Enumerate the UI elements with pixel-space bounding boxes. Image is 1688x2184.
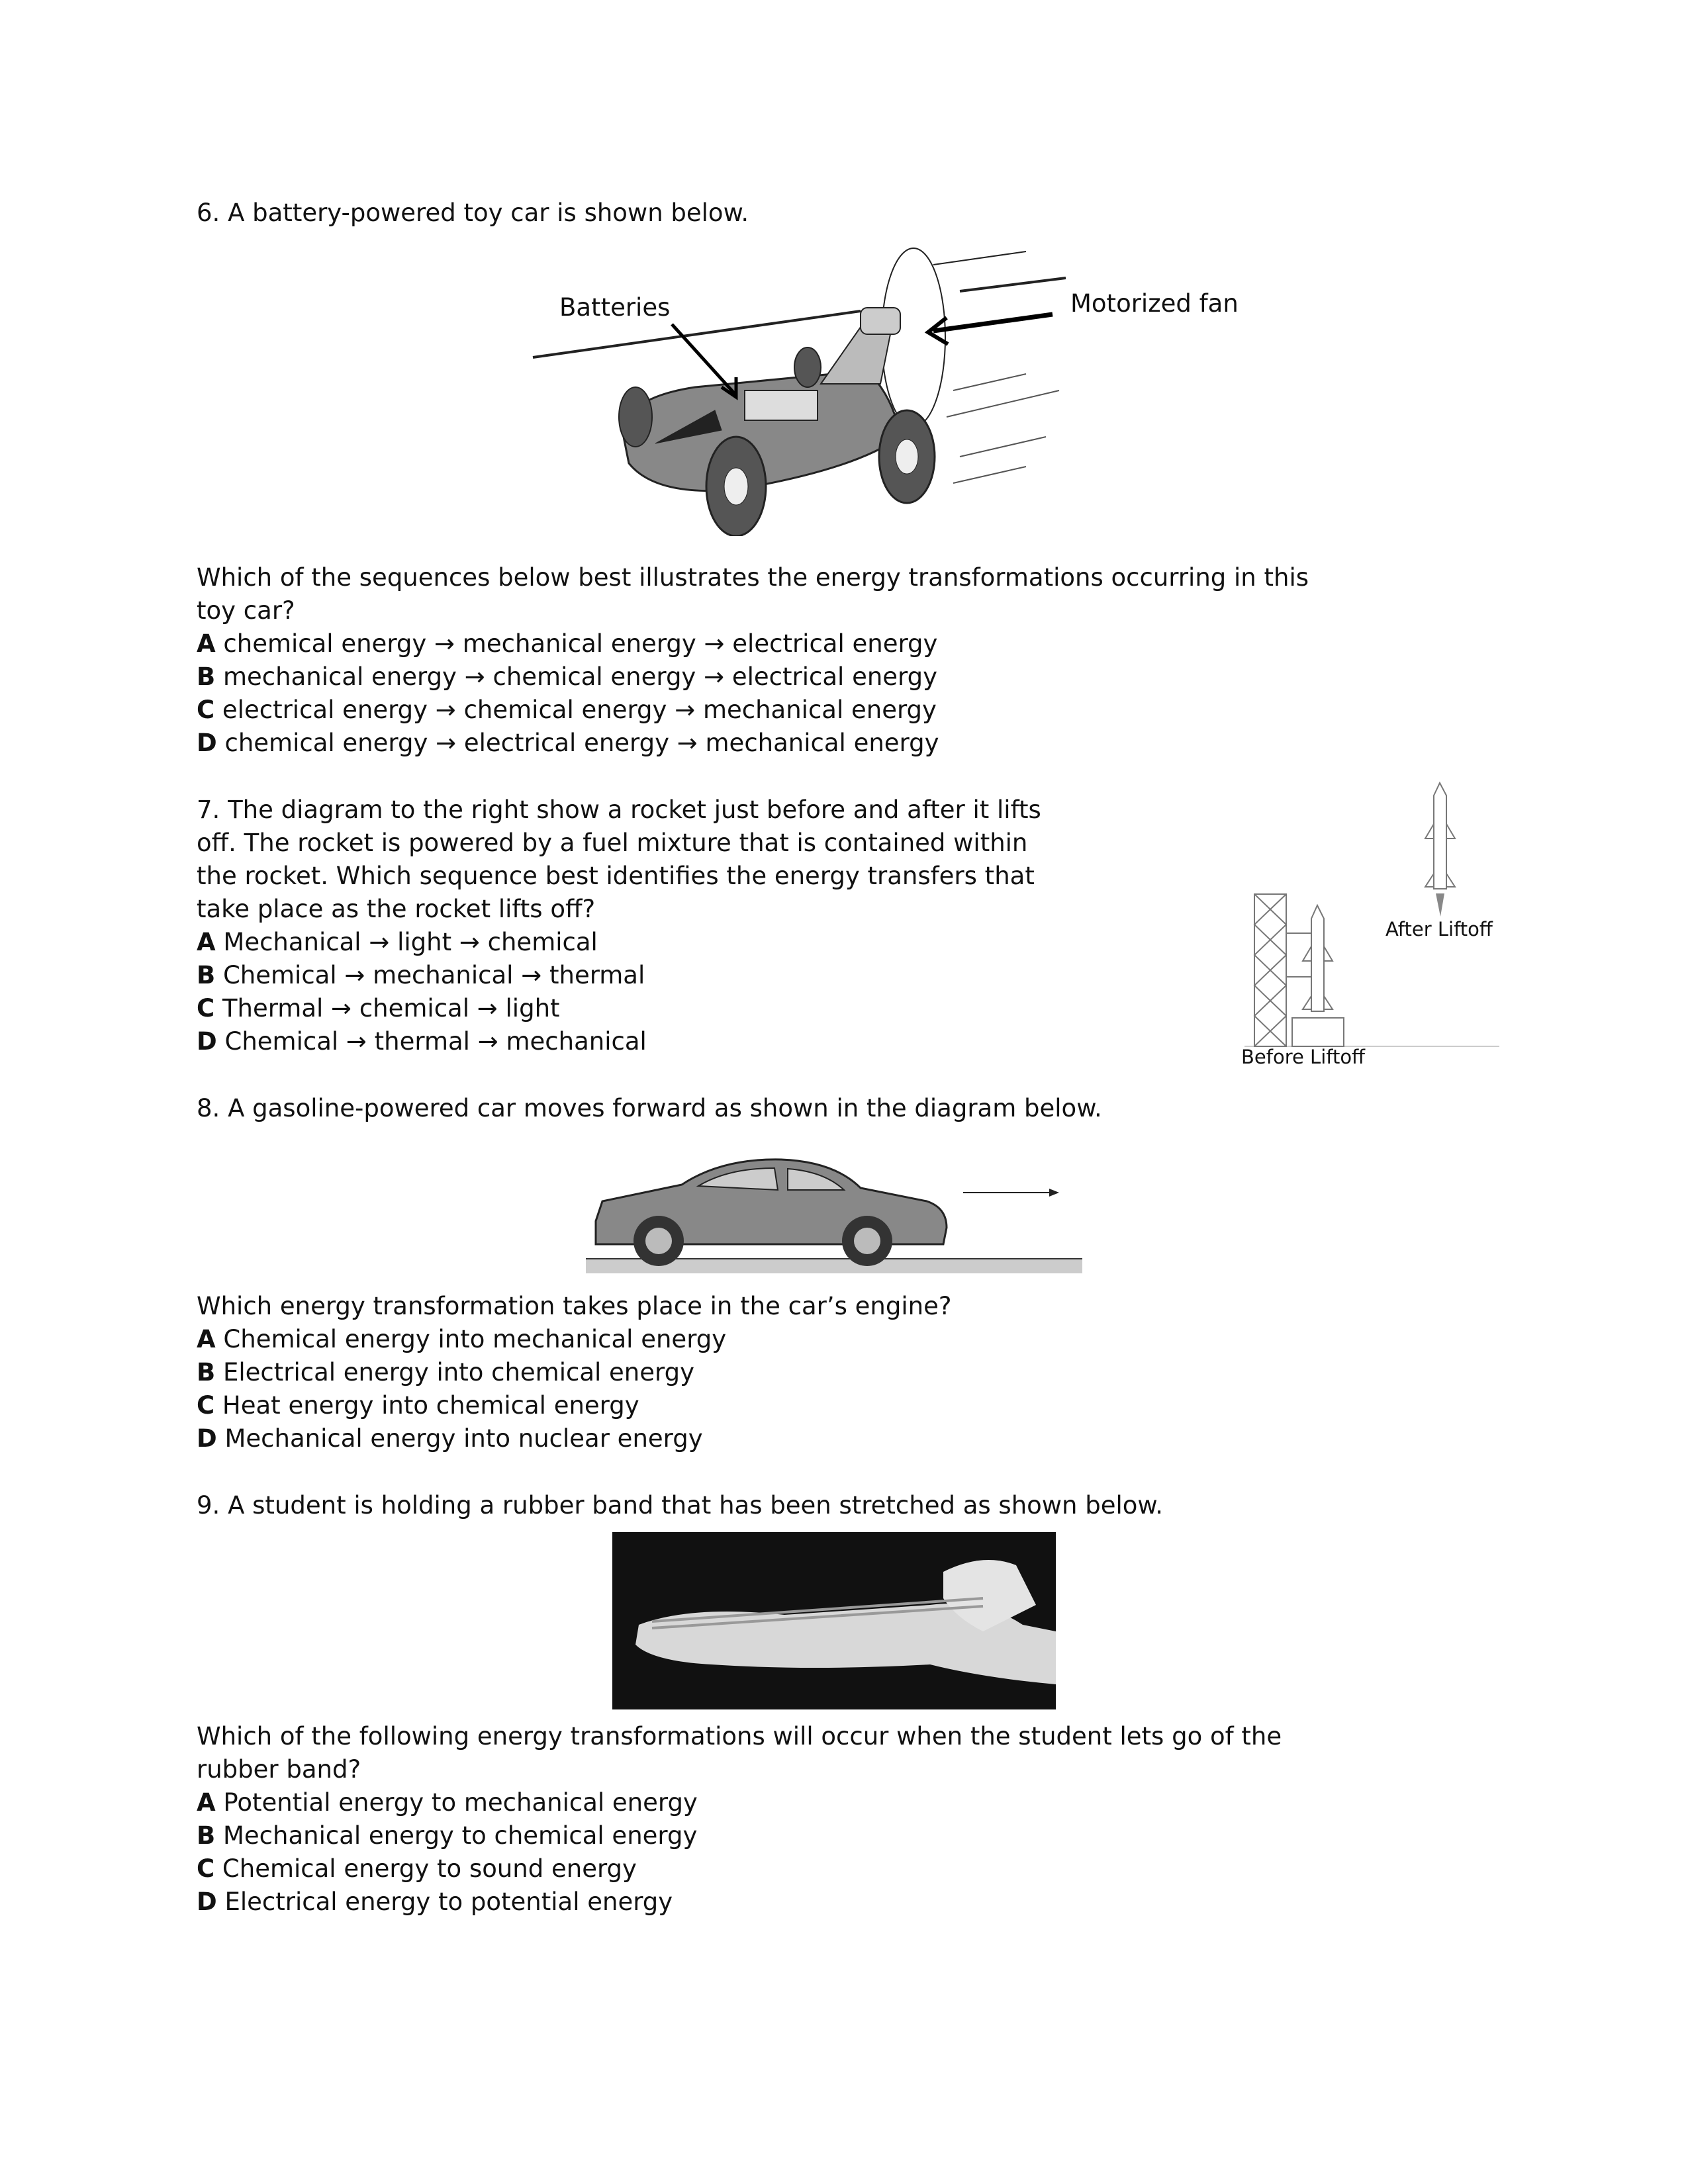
choice-text: Chemical energy to sound energy — [222, 1854, 637, 1883]
choice-letter: B — [197, 1821, 216, 1850]
choice-b[interactable] — [197, 660, 1309, 694]
question-6-stem — [197, 197, 749, 230]
choice-b[interactable] — [197, 1356, 951, 1389]
choice-c[interactable] — [197, 1852, 1282, 1886]
stem-text: A student is holding a rubber band that has been stretched as shown below. — [228, 1491, 1164, 1520]
stem-text: off. The rocket is powered by a fuel mixture that is contained within — [197, 829, 1028, 857]
batteries-label: Batteries — [559, 293, 671, 322]
question-9-body — [197, 1720, 1282, 1919]
choice-a[interactable] — [197, 627, 1309, 660]
choice-text: Mechanical energy to chemical energy — [222, 1821, 698, 1850]
choice-letter: C — [197, 994, 215, 1023]
motorized-fan-label: Motorized fan — [1070, 289, 1239, 318]
choice-letter: C — [197, 1854, 215, 1883]
question-8-body — [197, 1290, 951, 1455]
before-liftoff-label: Before Liftoff — [1241, 1046, 1366, 1068]
choice-b[interactable] — [197, 1819, 1282, 1852]
question-8-stem — [197, 1092, 1102, 1125]
choice-text: Electrical energy into chemical energy — [222, 1358, 694, 1387]
choice-letter: A — [197, 1788, 216, 1817]
choice-letter: C — [197, 1391, 215, 1420]
toy-car-figure — [523, 245, 1145, 536]
choice-text: Mechanical energy into nuclear energy — [224, 1424, 703, 1453]
question-number: 9. — [197, 1491, 220, 1520]
fan-arrow — [933, 314, 1053, 331]
choice-c[interactable] — [197, 992, 1041, 1025]
choice-letter: B — [197, 961, 216, 989]
question-line: toy car? — [197, 596, 295, 625]
choice-text: Chemical energy into mechanical energy — [223, 1325, 727, 1353]
choice-d[interactable] — [197, 1025, 1041, 1058]
choice-letter: D — [197, 1888, 217, 1916]
choice-a[interactable] — [197, 1323, 951, 1356]
choice-text: Heat energy into chemical energy — [222, 1391, 639, 1420]
choice-b[interactable] — [197, 959, 1041, 992]
question-number: 7. — [197, 796, 220, 824]
choice-letter: D — [197, 729, 217, 757]
question-7-body — [197, 794, 1041, 1058]
batteries-arrow — [672, 324, 735, 394]
choice-letter: B — [197, 662, 216, 691]
rocket-figure — [1205, 761, 1509, 1052]
question-line: Which energy transformation takes place in the car’s engine? — [197, 1292, 952, 1320]
choice-text: chemical energy → mechanical energy → electrical energy — [223, 629, 938, 658]
choice-letter: A — [197, 629, 216, 658]
choice-letter: D — [197, 1027, 217, 1056]
choice-a[interactable] — [197, 926, 1041, 959]
stem-text: take place as the rocket lifts off? — [197, 895, 596, 923]
choice-a[interactable] — [197, 1786, 1282, 1819]
choice-text: Chemical → mechanical → thermal — [222, 961, 645, 989]
choice-text: Mechanical → light → chemical — [223, 928, 598, 956]
choice-text: chemical energy → electrical energy → mechanical energy — [224, 729, 939, 757]
question-number: 6. — [197, 199, 220, 227]
choice-d[interactable] — [197, 727, 1309, 760]
question-line: Which of the sequences below best illustrates the energy transformations occurring in this — [197, 563, 1309, 592]
stem-text: The diagram to the right show a rocket just before and after it lifts — [228, 796, 1041, 824]
choice-text: mechanical energy → chemical energy → electrical energy — [222, 662, 937, 691]
question-6-body — [197, 561, 1309, 760]
choice-text: Potential energy to mechanical energy — [223, 1788, 698, 1817]
stem-text: A gasoline-powered car moves forward as shown in the diagram below. — [228, 1094, 1102, 1122]
choice-c[interactable] — [197, 1389, 951, 1422]
choice-text: Chemical → thermal → mechanical — [224, 1027, 647, 1056]
choice-letter: C — [197, 696, 215, 724]
question-number: 8. — [197, 1094, 220, 1122]
stem-text: the rocket. Which sequence best identifies the energy transfers that — [197, 862, 1035, 890]
choice-d[interactable] — [197, 1422, 951, 1455]
choice-text: Thermal → chemical → light — [222, 994, 560, 1023]
after-liftoff-label: After Liftoff — [1385, 918, 1493, 940]
rubber-band-photo — [612, 1532, 1056, 1709]
choice-c[interactable] — [197, 694, 1309, 727]
choice-letter: D — [197, 1424, 217, 1453]
question-line: Which of the following energy transformations will occur when the student lets go of the — [197, 1722, 1282, 1751]
choice-text: electrical energy → chemical energy → mechanical energy — [222, 696, 937, 724]
choice-d[interactable] — [197, 1886, 1282, 1919]
stem-text: A battery-powered toy car is shown below. — [228, 199, 749, 227]
choice-text: Electrical energy to potential energy — [224, 1888, 673, 1916]
question-line: rubber band? — [197, 1755, 361, 1784]
choice-letter: B — [197, 1358, 216, 1387]
choice-letter: A — [197, 928, 216, 956]
question-9-stem — [197, 1489, 1163, 1522]
choice-letter: A — [197, 1325, 216, 1353]
gasoline-car-figure — [583, 1145, 1086, 1277]
